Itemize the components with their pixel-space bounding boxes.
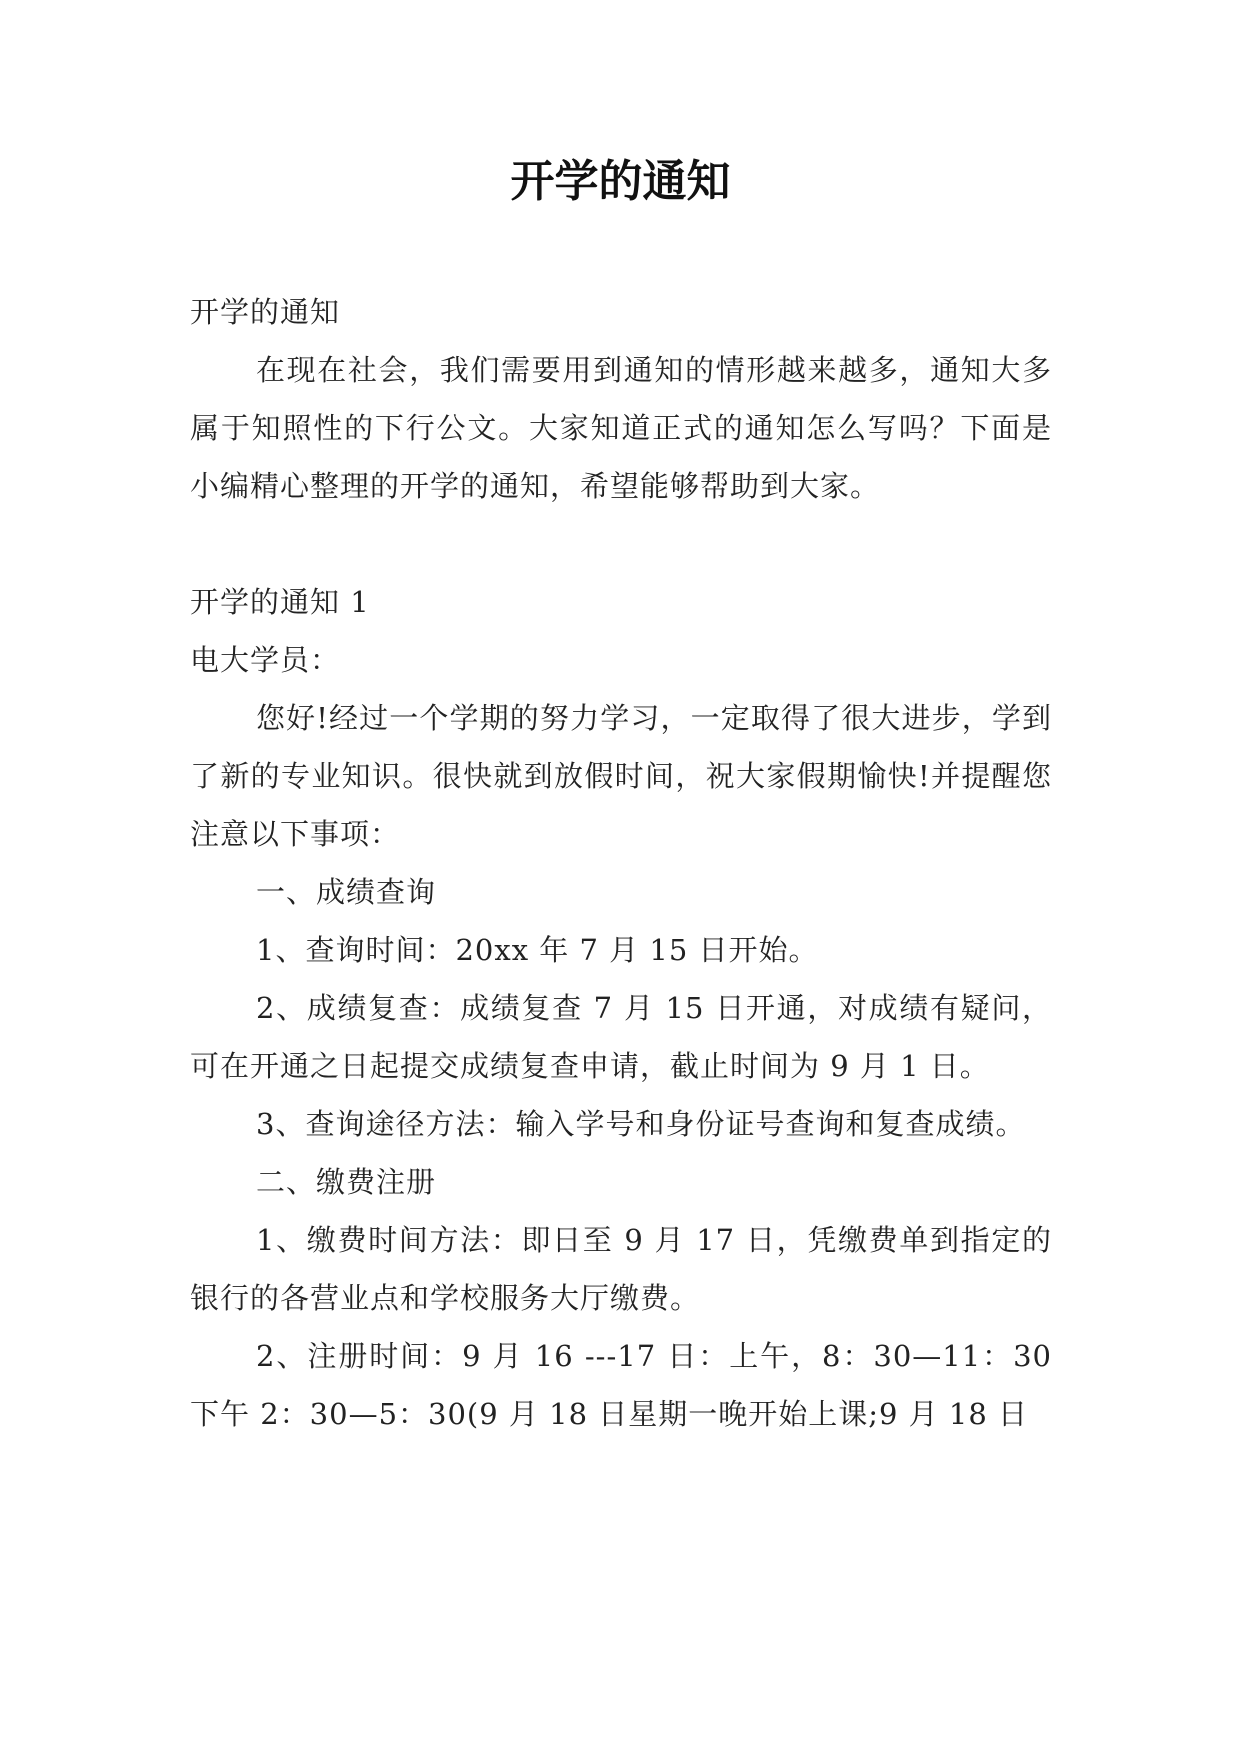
salutation: 电大学员： [190,643,341,677]
section-heading-notice-1: 开学的通知 1 [190,585,370,619]
list-item: 1、缴费时间方法：即日至 9 月 17 日，凭缴费单到指定的银行的各营业点和学校服务大厅缴费。 [190,1223,1052,1315]
list-item: 1、查询时间：20xx 年 7 月 15 日开始。 [256,933,819,967]
document-title: 开学的通知 [510,156,731,207]
list-item: 2、成绩复查：成绩复查 7 月 15 日开通，对成绩有疑问，可在开通之日起提交成绩复查申请，截止时间为 9 月 1 日。 [190,991,1052,1083]
list-item: 3、查询途径方法：输入学号和身份证号查询和复查成绩。 [256,1107,1026,1141]
intro-paragraph: 在现在社会，我们需要用到通知的情形越来越多，通知大多属于知照性的下行公文。大家知道正式的通知怎么写吗？下面是小编精心整理的开学的通知，希望能够帮助到大家。 [190,353,1052,503]
greeting-paragraph: 您好!经过一个学期的努力学习，一定取得了很大进步，学到了新的专业知识。很快就到放假时间，祝大家假期愉快!并提醒您注意以下事项： [190,701,1052,851]
document-body [190,283,1052,1443]
section-heading-payment: 二、缴费注册 [256,1165,437,1199]
list-item: 2、注册时间：9 月 16 ---17 日：上午，8：30—11：30 下午 2：30—5：30(9 月 18 日星期一晚开始上课;9 月 18 日 [190,1339,1052,1431]
paragraph-spacer [190,515,1052,573]
intro-heading: 开学的通知 [190,295,341,329]
section-heading-grades: 一、成绩查询 [256,875,437,909]
